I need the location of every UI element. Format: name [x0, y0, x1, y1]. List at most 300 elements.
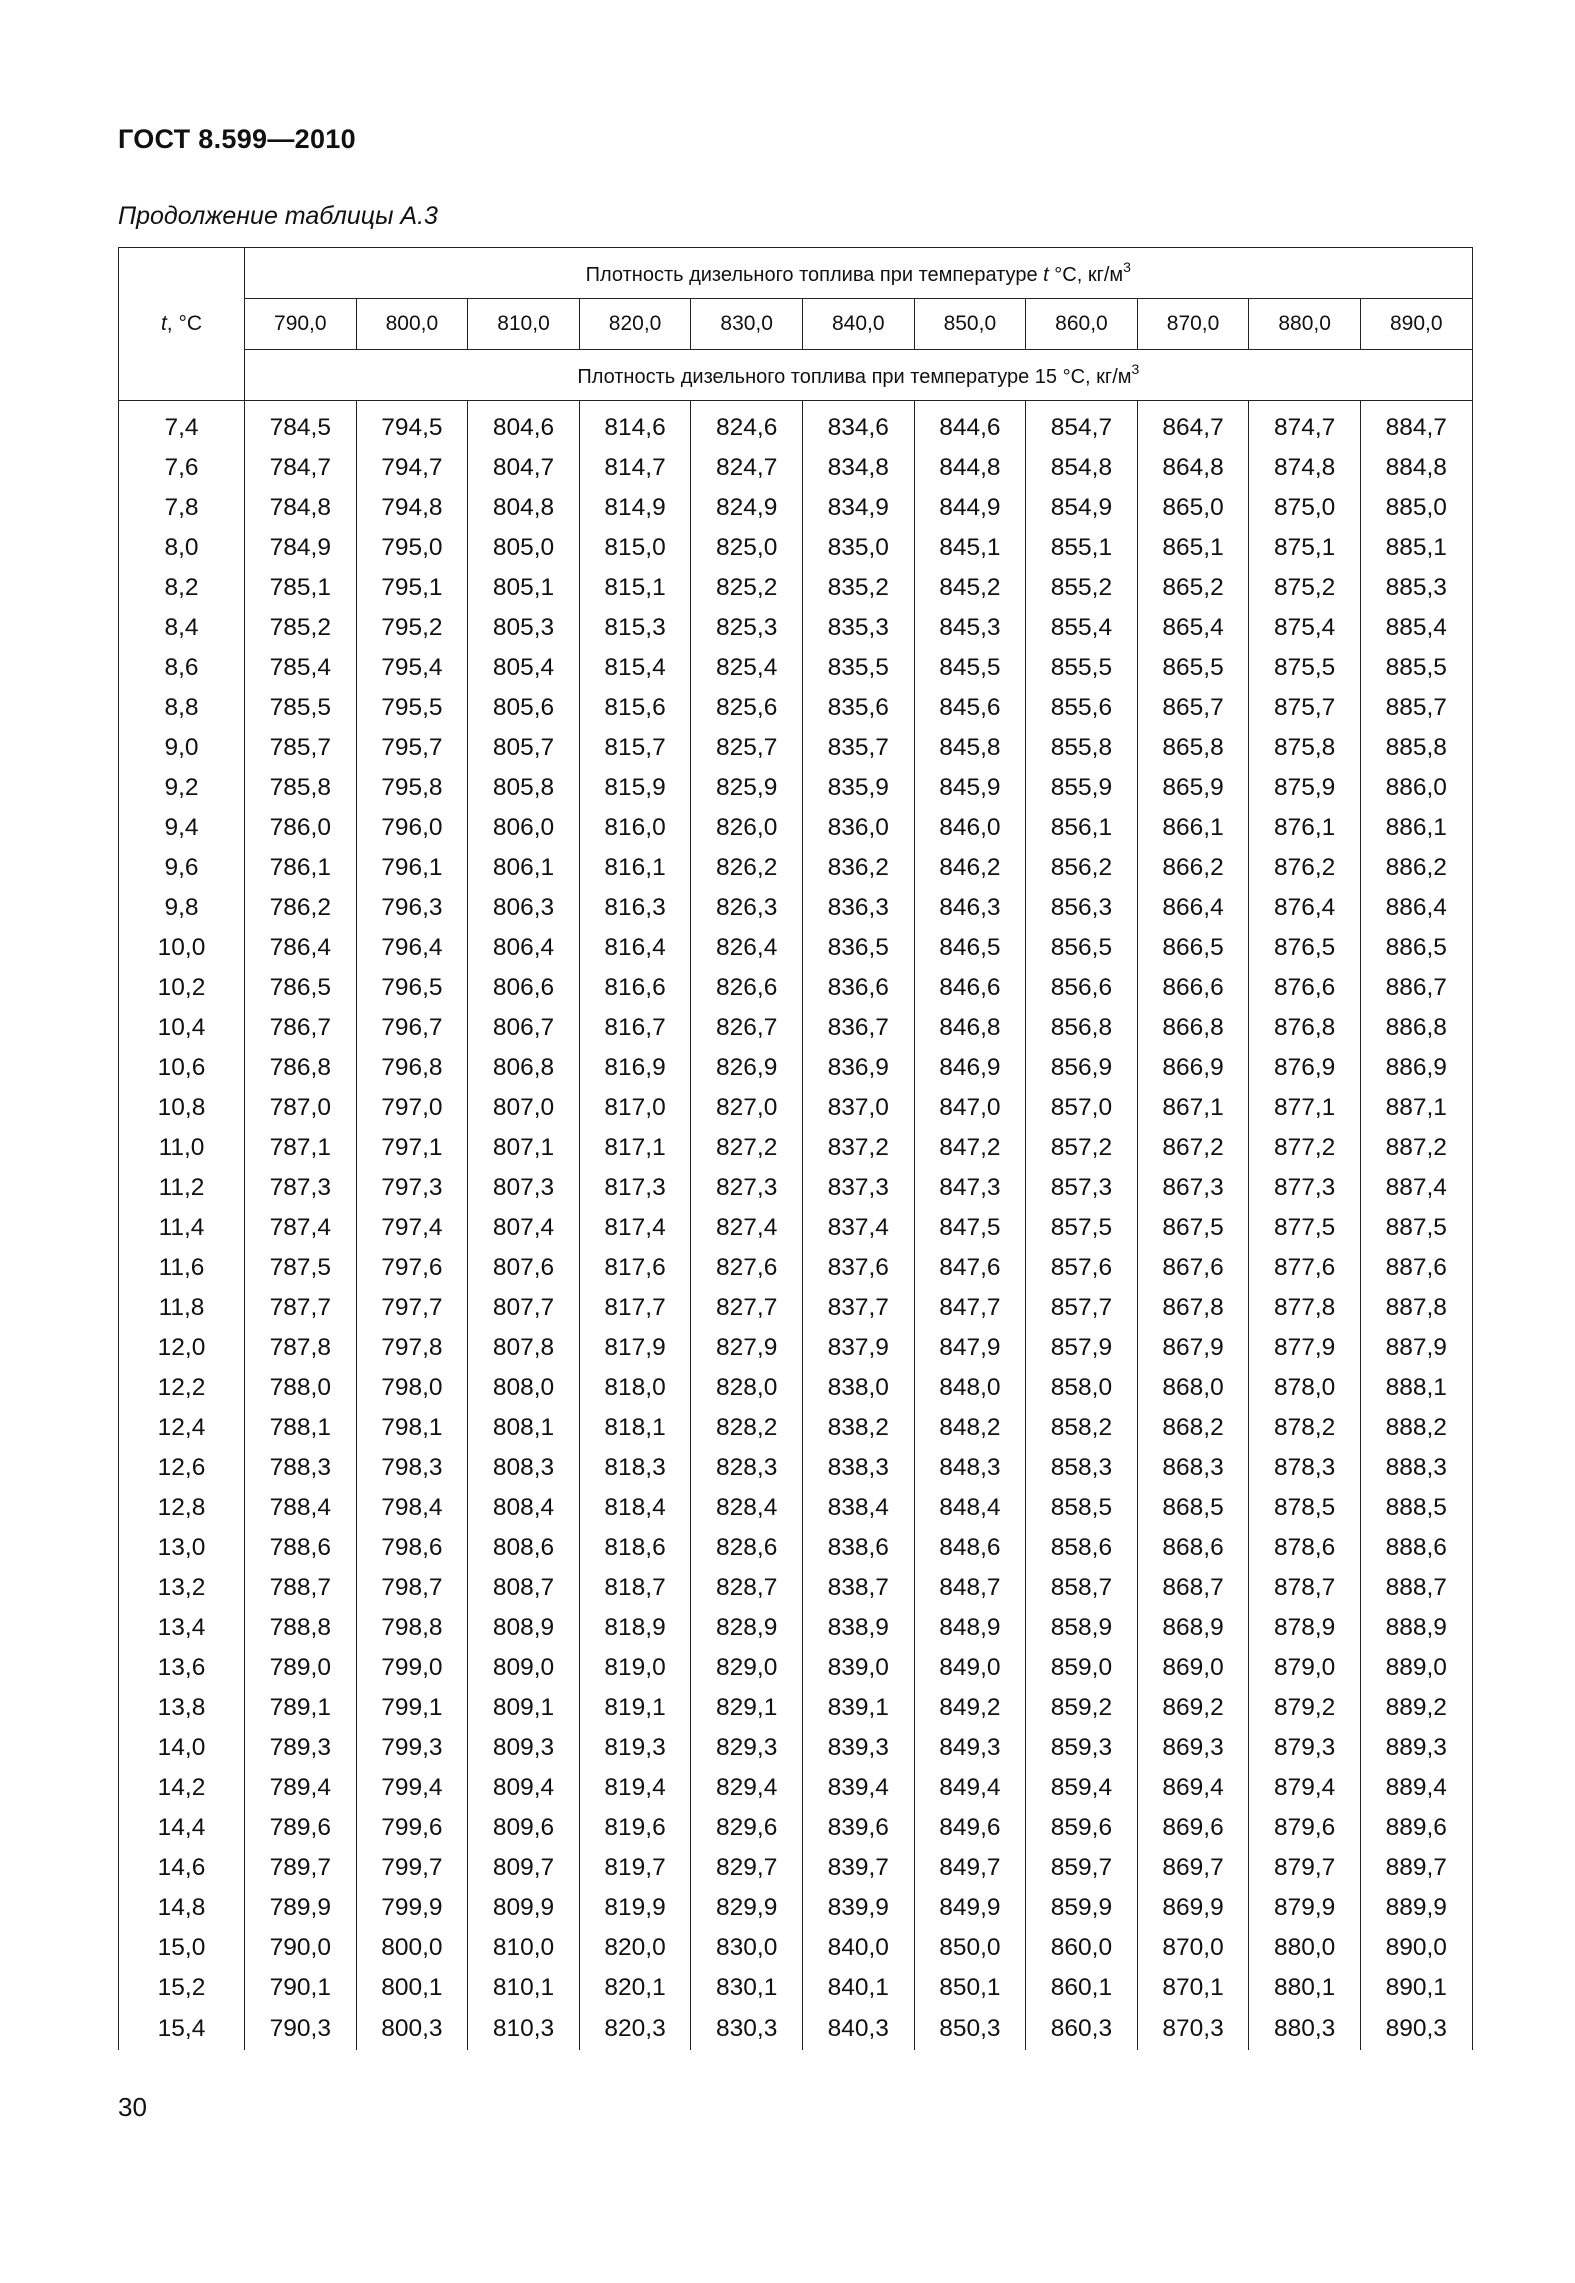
- density-cell: 826,6: [691, 968, 803, 1008]
- density-cell: 868,9: [1137, 1608, 1249, 1648]
- density-cell: 805,1: [468, 568, 580, 608]
- density-cell: 796,8: [356, 1048, 468, 1088]
- density-cell: 846,8: [914, 1008, 1026, 1048]
- density-cell: 800,1: [356, 1968, 468, 2008]
- density-at-15-header: [245, 350, 1473, 401]
- density-cell: 878,9: [1249, 1608, 1361, 1648]
- density-cell: 837,0: [802, 1088, 914, 1128]
- density-cell: 804,7: [468, 448, 580, 488]
- temperature-unit: , °С: [166, 312, 203, 335]
- table-row: [119, 1328, 1473, 1368]
- density-cell: 815,6: [579, 688, 691, 728]
- density-cell: 888,3: [1360, 1448, 1472, 1488]
- density-at-t-sup: 3: [1123, 259, 1131, 275]
- density-cell: 846,3: [914, 888, 1026, 928]
- density-cell: 849,7: [914, 1848, 1026, 1888]
- table-row: [119, 688, 1473, 728]
- density-cell: 868,3: [1137, 1448, 1249, 1488]
- density-cell: 815,3: [579, 608, 691, 648]
- density-cell: 839,9: [802, 1888, 914, 1928]
- density-cell: 799,6: [356, 1808, 468, 1848]
- density-cell: 847,3: [914, 1168, 1026, 1208]
- density-cell: 858,6: [1026, 1528, 1138, 1568]
- density-cell: 789,7: [245, 1848, 357, 1888]
- table-row: [119, 1608, 1473, 1648]
- density-cell: 795,0: [356, 528, 468, 568]
- density-cell: 846,5: [914, 928, 1026, 968]
- density-cell: 875,4: [1249, 608, 1361, 648]
- table-row: [119, 768, 1473, 808]
- density-cell: 835,9: [802, 768, 914, 808]
- density-cell: 848,3: [914, 1448, 1026, 1488]
- temperature-cell: 13,6: [119, 1648, 245, 1688]
- density-cell: 869,4: [1137, 1768, 1249, 1808]
- density-cell: 866,6: [1137, 968, 1249, 1008]
- density-cell: 808,7: [468, 1568, 580, 1608]
- density-cell: 798,7: [356, 1568, 468, 1608]
- density-cell: 786,1: [245, 848, 357, 888]
- density-cell: 864,7: [1137, 408, 1249, 448]
- density-cell: 788,1: [245, 1408, 357, 1448]
- density-cell: 879,2: [1249, 1688, 1361, 1728]
- density-cell: 798,3: [356, 1448, 468, 1488]
- temperature-cell: 14,4: [119, 1808, 245, 1848]
- table-row: [119, 1768, 1473, 1808]
- density-cell: 827,9: [691, 1328, 803, 1368]
- density-cell: 838,3: [802, 1448, 914, 1488]
- density-cell: 855,6: [1026, 688, 1138, 728]
- density-cell: 786,4: [245, 928, 357, 968]
- density-cell: 807,6: [468, 1248, 580, 1288]
- density-cell: 799,3: [356, 1728, 468, 1768]
- density-cell: 847,2: [914, 1128, 1026, 1168]
- density-cell: 805,4: [468, 648, 580, 688]
- density-cell: 839,3: [802, 1728, 914, 1768]
- density-cell: 826,7: [691, 1008, 803, 1048]
- density-cell: 859,3: [1026, 1728, 1138, 1768]
- density-cell: 784,8: [245, 488, 357, 528]
- density-cell: 815,1: [579, 568, 691, 608]
- density-cell: 887,6: [1360, 1248, 1472, 1288]
- density-cell: 838,0: [802, 1368, 914, 1408]
- density-cell: 790,1: [245, 1968, 357, 2008]
- density-cell: 789,1: [245, 1688, 357, 1728]
- density-cell: 885,7: [1360, 688, 1472, 728]
- density-cell: 796,1: [356, 848, 468, 888]
- density-column-header: 890,0: [1360, 299, 1472, 350]
- density-cell: 840,1: [802, 1968, 914, 2008]
- density-cell: 839,4: [802, 1768, 914, 1808]
- density-cell: 869,3: [1137, 1728, 1249, 1768]
- density-cell: 849,9: [914, 1888, 1026, 1928]
- density-cell: 847,0: [914, 1088, 1026, 1128]
- density-cell: 824,9: [691, 488, 803, 528]
- temperature-cell: 12,6: [119, 1448, 245, 1488]
- density-cell: 840,0: [802, 1928, 914, 1968]
- density-cell: 784,9: [245, 528, 357, 568]
- density-cell: 856,6: [1026, 968, 1138, 1008]
- density-cell: 828,2: [691, 1408, 803, 1448]
- density-cell: 870,3: [1137, 2008, 1249, 2050]
- density-cell: 824,6: [691, 408, 803, 448]
- density-cell: 844,8: [914, 448, 1026, 488]
- table-row: [119, 408, 1473, 448]
- density-cell: 798,8: [356, 1608, 468, 1648]
- density-cell: 795,8: [356, 768, 468, 808]
- density-cell: 859,7: [1026, 1848, 1138, 1888]
- density-column-header: 830,0: [691, 299, 803, 350]
- density-cell: 787,5: [245, 1248, 357, 1288]
- temperature-cell: 8,0: [119, 528, 245, 568]
- density-cell: 858,0: [1026, 1368, 1138, 1408]
- density-cell: 830,3: [691, 2008, 803, 2050]
- table-row: [119, 488, 1473, 528]
- density-cell: 854,8: [1026, 448, 1138, 488]
- density-at-t-header: [245, 248, 1473, 299]
- temperature-cell: 12,4: [119, 1408, 245, 1448]
- density-cell: 848,4: [914, 1488, 1026, 1528]
- density-cell: 816,3: [579, 888, 691, 928]
- temperature-cell: 9,6: [119, 848, 245, 888]
- density-cell: 879,0: [1249, 1648, 1361, 1688]
- density-cell: 845,2: [914, 568, 1026, 608]
- density-cell: 837,7: [802, 1288, 914, 1328]
- density-cell: 806,3: [468, 888, 580, 928]
- density-cell: 825,3: [691, 608, 803, 648]
- spacer-cell: [914, 401, 1026, 409]
- temperature-cell: 12,2: [119, 1368, 245, 1408]
- density-cell: 807,0: [468, 1088, 580, 1128]
- density-cell: 826,0: [691, 808, 803, 848]
- density-cell: 865,1: [1137, 528, 1249, 568]
- density-cell: 795,7: [356, 728, 468, 768]
- density-cell: 889,9: [1360, 1888, 1472, 1928]
- density-cell: 810,3: [468, 2008, 580, 2050]
- density-cell: 827,7: [691, 1288, 803, 1328]
- density-cell: 798,0: [356, 1368, 468, 1408]
- density-cell: 876,4: [1249, 888, 1361, 928]
- density-cell: 829,0: [691, 1648, 803, 1688]
- density-cell: 797,3: [356, 1168, 468, 1208]
- density-cell: 825,6: [691, 688, 803, 728]
- density-cell: 865,8: [1137, 728, 1249, 768]
- density-cell: 827,6: [691, 1248, 803, 1288]
- density-cell: 787,4: [245, 1208, 357, 1248]
- density-cell: 818,9: [579, 1608, 691, 1648]
- spacer-cell: [1249, 401, 1361, 409]
- density-cell: 836,7: [802, 1008, 914, 1048]
- density-cell: 786,7: [245, 1008, 357, 1048]
- density-cell: 850,0: [914, 1928, 1026, 1968]
- table-row: [119, 1368, 1473, 1408]
- density-cell: 817,9: [579, 1328, 691, 1368]
- density-cell: 809,1: [468, 1688, 580, 1728]
- table-row: [119, 648, 1473, 688]
- density-cell: 845,1: [914, 528, 1026, 568]
- density-cell: 790,3: [245, 2008, 357, 2050]
- density-at-15-text: Плотность дизельного топлива при температуре 15 °С, кг/м: [577, 366, 1132, 388]
- density-cell: 826,9: [691, 1048, 803, 1088]
- density-cell: 835,5: [802, 648, 914, 688]
- density-column-header: 870,0: [1137, 299, 1249, 350]
- density-cell: 868,2: [1137, 1408, 1249, 1448]
- density-cell: 795,4: [356, 648, 468, 688]
- density-cell: 787,3: [245, 1168, 357, 1208]
- density-cell: 887,8: [1360, 1288, 1472, 1328]
- density-cell: 890,0: [1360, 1928, 1472, 1968]
- density-cell: 877,6: [1249, 1248, 1361, 1288]
- density-cell: 825,7: [691, 728, 803, 768]
- density-cell: 870,0: [1137, 1928, 1249, 1968]
- density-cell: 854,7: [1026, 408, 1138, 448]
- density-cell: 868,6: [1137, 1528, 1249, 1568]
- density-cell: 815,7: [579, 728, 691, 768]
- density-cell: 839,1: [802, 1688, 914, 1728]
- table-row: [119, 1248, 1473, 1288]
- density-cell: 819,4: [579, 1768, 691, 1808]
- density-cell: 817,6: [579, 1248, 691, 1288]
- density-cell: 856,3: [1026, 888, 1138, 928]
- density-cell: 890,1: [1360, 1968, 1472, 2008]
- temperature-cell: 10,6: [119, 1048, 245, 1088]
- density-cell: 796,0: [356, 808, 468, 848]
- density-cell: 846,6: [914, 968, 1026, 1008]
- density-cell: 848,7: [914, 1568, 1026, 1608]
- density-cell: 820,1: [579, 1968, 691, 2008]
- density-cell: 805,0: [468, 528, 580, 568]
- table-row: [119, 1688, 1473, 1728]
- density-cell: 888,2: [1360, 1408, 1472, 1448]
- density-cell: 814,9: [579, 488, 691, 528]
- density-cell: 855,4: [1026, 608, 1138, 648]
- density-cell: 844,9: [914, 488, 1026, 528]
- density-cell: 858,3: [1026, 1448, 1138, 1488]
- temperature-cell: 14,8: [119, 1888, 245, 1928]
- density-cell: 886,7: [1360, 968, 1472, 1008]
- density-cell: 868,7: [1137, 1568, 1249, 1608]
- density-column-header: 810,0: [468, 299, 580, 350]
- density-cell: 789,6: [245, 1808, 357, 1848]
- spacer-cell: [802, 401, 914, 409]
- density-cell: 837,9: [802, 1328, 914, 1368]
- density-cell: 805,3: [468, 608, 580, 648]
- density-cell: 844,6: [914, 408, 1026, 448]
- density-cell: 869,2: [1137, 1688, 1249, 1728]
- density-cell: 829,1: [691, 1688, 803, 1728]
- density-cell: 887,5: [1360, 1208, 1472, 1248]
- density-cell: 868,5: [1137, 1488, 1249, 1528]
- density-column-header: 850,0: [914, 299, 1026, 350]
- density-cell: 788,4: [245, 1488, 357, 1528]
- density-cell: 877,3: [1249, 1168, 1361, 1208]
- density-cell: 858,5: [1026, 1488, 1138, 1528]
- density-cell: 814,6: [579, 408, 691, 448]
- density-cell: 787,0: [245, 1088, 357, 1128]
- density-cell: 889,2: [1360, 1688, 1472, 1728]
- table-row: [119, 1728, 1473, 1768]
- density-at-t-symbol: t: [1043, 264, 1049, 286]
- density-cell: 878,6: [1249, 1528, 1361, 1568]
- density-cell: 799,7: [356, 1848, 468, 1888]
- density-cell: 887,2: [1360, 1128, 1472, 1168]
- density-cell: 857,6: [1026, 1248, 1138, 1288]
- density-cell: 814,7: [579, 448, 691, 488]
- spacer-cell: [119, 401, 245, 409]
- density-cell: 886,0: [1360, 768, 1472, 808]
- temperature-cell: 10,0: [119, 928, 245, 968]
- table-row: [119, 1288, 1473, 1328]
- density-cell: 789,3: [245, 1728, 357, 1768]
- density-cell: 796,7: [356, 1008, 468, 1048]
- density-cell: 889,3: [1360, 1728, 1472, 1768]
- density-cell: 889,0: [1360, 1648, 1472, 1688]
- density-cell: 886,8: [1360, 1008, 1472, 1048]
- density-cell: 786,5: [245, 968, 357, 1008]
- density-cell: 855,2: [1026, 568, 1138, 608]
- density-cell: 818,4: [579, 1488, 691, 1528]
- density-cell: 869,6: [1137, 1808, 1249, 1848]
- density-cell: 828,0: [691, 1368, 803, 1408]
- density-cell: 787,1: [245, 1128, 357, 1168]
- density-cell: 878,5: [1249, 1488, 1361, 1528]
- spacer-cell: [468, 401, 580, 409]
- table-row: [119, 1048, 1473, 1088]
- temperature-cell: 11,4: [119, 1208, 245, 1248]
- density-cell: 809,0: [468, 1648, 580, 1688]
- density-cell: 864,8: [1137, 448, 1249, 488]
- density-cell: 875,0: [1249, 488, 1361, 528]
- density-cell: 838,2: [802, 1408, 914, 1448]
- density-cell: 840,3: [802, 2008, 914, 2050]
- density-cell: 795,2: [356, 608, 468, 648]
- density-cell: 876,9: [1249, 1048, 1361, 1088]
- density-cell: 797,0: [356, 1088, 468, 1128]
- density-cell: 797,4: [356, 1208, 468, 1248]
- density-cell: 784,5: [245, 408, 357, 448]
- table-row: [119, 928, 1473, 968]
- density-cell: 786,2: [245, 888, 357, 928]
- density-cell: 856,2: [1026, 848, 1138, 888]
- density-cell: 848,9: [914, 1608, 1026, 1648]
- density-cell: 849,0: [914, 1648, 1026, 1688]
- table-row: [119, 2008, 1473, 2050]
- table-row: [119, 1928, 1473, 1968]
- density-cell: 874,8: [1249, 448, 1361, 488]
- density-cell: 834,8: [802, 448, 914, 488]
- density-cell: 815,0: [579, 528, 691, 568]
- temperature-cell: 9,4: [119, 808, 245, 848]
- temperature-cell: 13,4: [119, 1608, 245, 1648]
- density-cell: 879,4: [1249, 1768, 1361, 1808]
- page-number: 30: [118, 2092, 147, 2122]
- density-cell: 867,3: [1137, 1168, 1249, 1208]
- density-cell: 804,8: [468, 488, 580, 528]
- density-cell: 817,4: [579, 1208, 691, 1248]
- density-cell: 845,3: [914, 608, 1026, 648]
- density-cell: 839,0: [802, 1648, 914, 1688]
- density-column-header: 800,0: [356, 299, 468, 350]
- density-cell: 808,4: [468, 1488, 580, 1528]
- density-cell: 866,1: [1137, 808, 1249, 848]
- density-cell: 836,0: [802, 808, 914, 848]
- density-column-header: 840,0: [802, 299, 914, 350]
- density-cell: 809,3: [468, 1728, 580, 1768]
- density-cell: 885,3: [1360, 568, 1472, 608]
- density-cell: 797,8: [356, 1328, 468, 1368]
- density-cell: 875,2: [1249, 568, 1361, 608]
- density-cell: 879,3: [1249, 1728, 1361, 1768]
- table-row: [119, 1648, 1473, 1688]
- density-cell: 799,9: [356, 1888, 468, 1928]
- density-cell: 887,1: [1360, 1088, 1472, 1128]
- table-row: [119, 1128, 1473, 1168]
- density-at-t-prefix: Плотность дизельного топлива при температуре: [585, 264, 1044, 286]
- density-cell: 877,9: [1249, 1328, 1361, 1368]
- density-cell: 808,9: [468, 1608, 580, 1648]
- density-cell: 856,9: [1026, 1048, 1138, 1088]
- density-cell: 817,3: [579, 1168, 691, 1208]
- density-cell: 880,1: [1249, 1968, 1361, 2008]
- density-cell: 809,4: [468, 1768, 580, 1808]
- table-row: [119, 1208, 1473, 1248]
- density-cell: 808,6: [468, 1528, 580, 1568]
- density-cell: 867,9: [1137, 1328, 1249, 1368]
- density-cell: 877,1: [1249, 1088, 1361, 1128]
- density-cell: 828,7: [691, 1568, 803, 1608]
- density-cell: 865,4: [1137, 608, 1249, 648]
- density-cell: 817,0: [579, 1088, 691, 1128]
- density-cell: 828,3: [691, 1448, 803, 1488]
- density-columns-row: [119, 299, 1473, 350]
- density-cell: 818,7: [579, 1568, 691, 1608]
- density-cell: 849,6: [914, 1808, 1026, 1848]
- density-cell: 798,1: [356, 1408, 468, 1448]
- density-cell: 860,0: [1026, 1928, 1138, 1968]
- density-cell: 889,4: [1360, 1768, 1472, 1808]
- density-cell: 878,0: [1249, 1368, 1361, 1408]
- density-cell: 815,9: [579, 768, 691, 808]
- density-cell: 835,6: [802, 688, 914, 728]
- density-cell: 826,4: [691, 928, 803, 968]
- density-cell: 796,3: [356, 888, 468, 928]
- density-cell: 888,6: [1360, 1528, 1472, 1568]
- density-cell: 859,4: [1026, 1768, 1138, 1808]
- density-cell: 839,6: [802, 1808, 914, 1848]
- density-cell: 785,5: [245, 688, 357, 728]
- density-cell: 816,1: [579, 848, 691, 888]
- density-cell: 886,1: [1360, 808, 1472, 848]
- density-cell: 795,1: [356, 568, 468, 608]
- density-cell: 800,0: [356, 1928, 468, 1968]
- temperature-cell: 11,2: [119, 1168, 245, 1208]
- density-cell: 828,9: [691, 1608, 803, 1648]
- temperature-column-header: [119, 248, 245, 401]
- density-cell: 875,7: [1249, 688, 1361, 728]
- density-cell: 869,9: [1137, 1888, 1249, 1928]
- density-cell: 836,6: [802, 968, 914, 1008]
- density-column-header: 820,0: [579, 299, 691, 350]
- density-cell: 859,2: [1026, 1688, 1138, 1728]
- density-cell: 880,0: [1249, 1928, 1361, 1968]
- density-cell: 860,3: [1026, 2008, 1138, 2050]
- density-cell: 867,2: [1137, 1128, 1249, 1168]
- density-cell: 865,9: [1137, 768, 1249, 808]
- density-cell: 809,7: [468, 1848, 580, 1888]
- density-cell: 878,7: [1249, 1568, 1361, 1608]
- density-cell: 886,5: [1360, 928, 1472, 968]
- density-cell: 789,9: [245, 1888, 357, 1928]
- density-cell: 888,7: [1360, 1568, 1472, 1608]
